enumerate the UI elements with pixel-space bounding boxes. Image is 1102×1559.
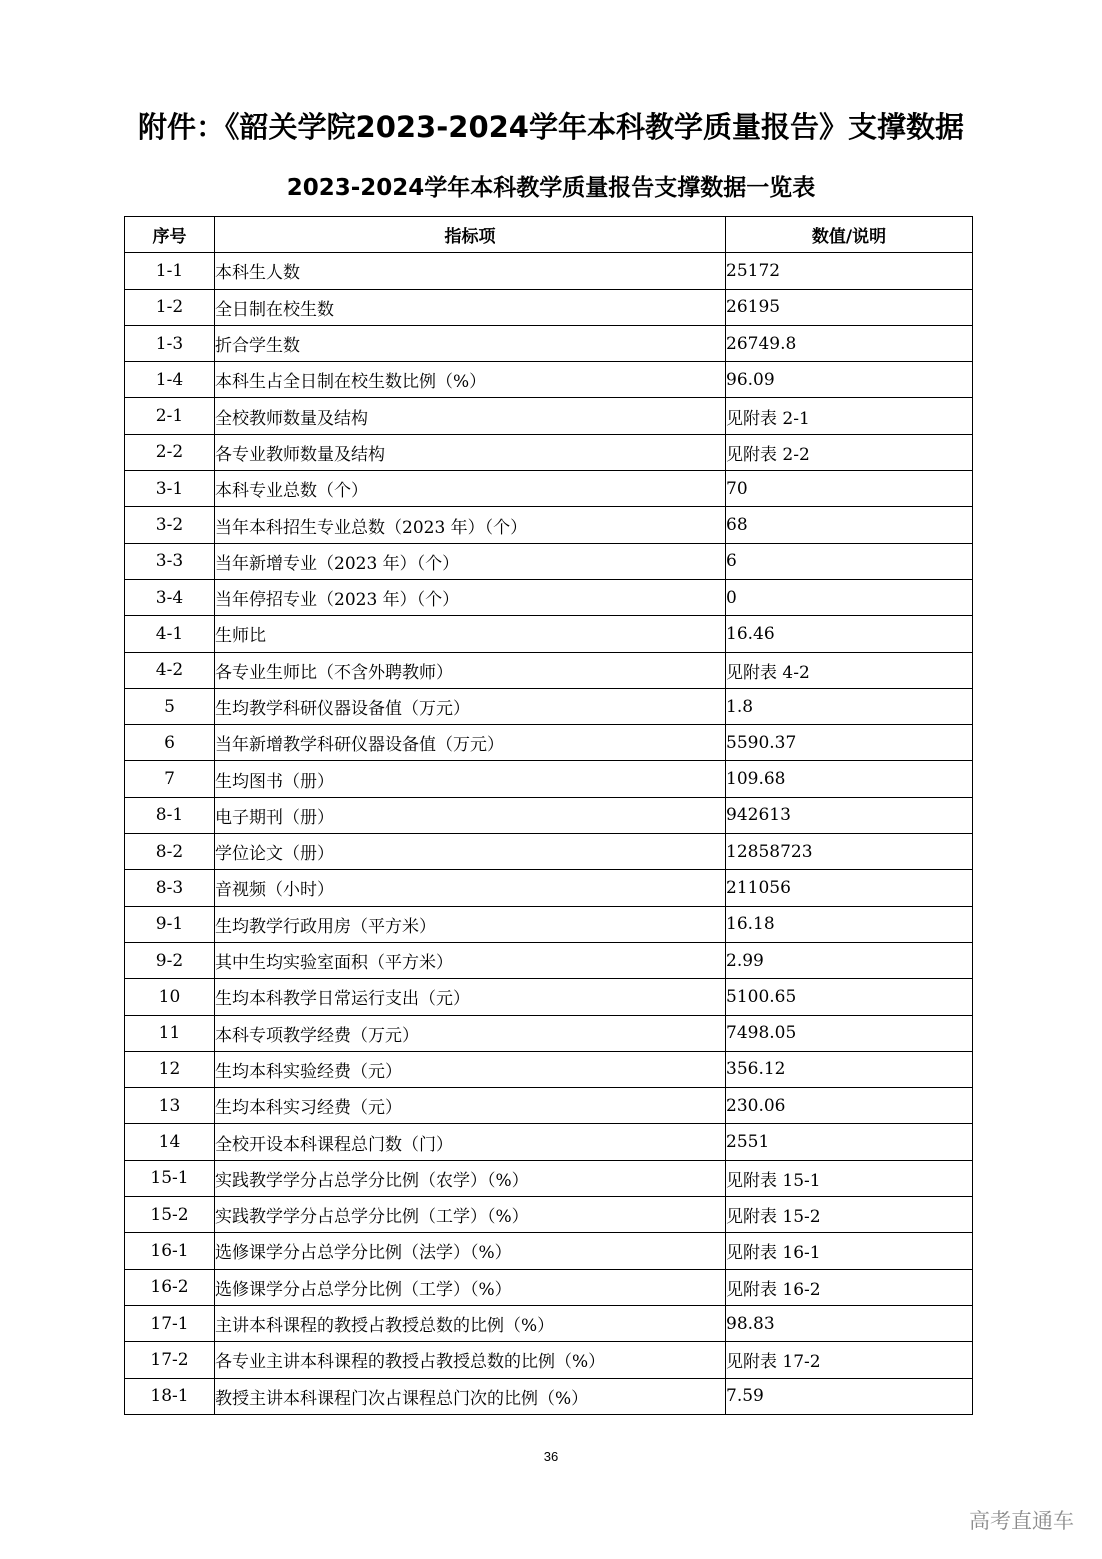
value-cell: 211056 [726,870,973,906]
column-header-value: 数值/说明 [726,217,973,253]
value-cell: 942613 [726,797,973,833]
value-cell: 见附表 17-2 [726,1342,973,1378]
indicator-cell: 实践教学学分占总学分比例（农学）（%） [215,1160,726,1196]
row-number-cell: 2-2 [125,434,215,470]
row-number-cell: 16-1 [125,1233,215,1269]
row-number-cell: 17-1 [125,1305,215,1341]
indicator-cell: 当年本科招生专业总数（2023 年）（个） [215,507,726,543]
table-row [125,471,973,507]
value-cell: 见附表 16-2 [726,1269,973,1305]
value-cell: 见附表 15-1 [726,1160,973,1196]
value-cell: 5100.65 [726,979,973,1015]
value-cell: 7.59 [726,1378,973,1414]
row-number-cell: 8-3 [125,870,215,906]
column-header-indicator: 指标项 [215,217,726,253]
value-cell: 1.8 [726,688,973,724]
row-number-cell: 3-3 [125,543,215,579]
table-row [125,725,973,761]
indicator-cell: 生均教学行政用房（平方米） [215,906,726,942]
page-number: 36 [543,1449,559,1464]
value-cell: 见附表 2-2 [726,434,973,470]
row-number-cell: 9-1 [125,906,215,942]
value-cell: 见附表 2-1 [726,398,973,434]
table-row [125,507,973,543]
row-number-cell: 3-2 [125,507,215,543]
indicator-cell: 生均本科实习经费（元） [215,1088,726,1124]
table-row [125,362,973,398]
indicator-cell: 生均本科教学日常运行支出（元） [215,979,726,1015]
row-number-cell: 6 [125,725,215,761]
row-number-cell: 4-1 [125,616,215,652]
indicator-cell: 本科生占全日制在校生数比例（%） [215,362,726,398]
value-cell: 0 [726,579,973,615]
row-number-cell: 1-1 [125,253,215,289]
table-row [125,834,973,870]
value-cell: 见附表 15-2 [726,1197,973,1233]
table-row [125,1305,973,1341]
watermark: 高考直通车 [969,1509,1074,1533]
value-cell: 见附表 4-2 [726,652,973,688]
indicator-cell: 全校教师数量及结构 [215,398,726,434]
value-cell: 16.18 [726,906,973,942]
indicator-cell: 全日制在校生数 [215,289,726,325]
indicator-cell: 当年新增专业（2023 年）（个） [215,543,726,579]
value-cell: 见附表 16-1 [726,1233,973,1269]
table-row [125,942,973,978]
table-header-row [125,217,973,253]
value-cell: 96.09 [726,362,973,398]
row-number-cell: 13 [125,1088,215,1124]
row-number-cell: 12 [125,1051,215,1087]
table-row [125,906,973,942]
row-number-cell: 15-1 [125,1160,215,1196]
value-cell: 68 [726,507,973,543]
table-row [125,1233,973,1269]
indicator-cell: 音视频（小时） [215,870,726,906]
row-number-cell: 8-1 [125,797,215,833]
indicator-cell: 学位论文（册） [215,834,726,870]
value-cell: 356.12 [726,1051,973,1087]
indicator-cell: 生均图书（册） [215,761,726,797]
table-row [125,1160,973,1196]
indicator-cell: 当年新增教学科研仪器设备值（万元） [215,725,726,761]
row-number-cell: 1-2 [125,289,215,325]
table-row [125,289,973,325]
column-header-no: 序号 [125,217,215,253]
value-cell: 5590.37 [726,725,973,761]
indicator-cell: 实践教学学分占总学分比例（工学）（%） [215,1197,726,1233]
table-row [125,797,973,833]
table-row [125,325,973,361]
table-row [125,1015,973,1051]
indicator-cell: 本科生人数 [215,253,726,289]
table-row [125,761,973,797]
table-row [125,1088,973,1124]
table-row [125,616,973,652]
indicator-cell: 折合学生数 [215,325,726,361]
indicator-cell: 其中生均实验室面积（平方米） [215,942,726,978]
value-cell: 98.83 [726,1305,973,1341]
value-cell: 12858723 [726,834,973,870]
indicator-cell: 本科专业总数（个） [215,471,726,507]
value-cell: 109.68 [726,761,973,797]
value-cell: 25172 [726,253,973,289]
table-row [125,979,973,1015]
table-row [125,434,973,470]
row-number-cell: 14 [125,1124,215,1160]
indicator-cell: 选修课学分占总学分比例（工学）（%） [215,1269,726,1305]
row-number-cell: 2-1 [125,398,215,434]
table-row [125,1342,973,1378]
row-number-cell: 11 [125,1015,215,1051]
table-row [125,1269,973,1305]
row-number-cell: 15-2 [125,1197,215,1233]
value-cell: 2.99 [726,942,973,978]
row-number-cell: 3-1 [125,471,215,507]
indicator-cell: 电子期刊（册） [215,797,726,833]
row-number-cell: 17-2 [125,1342,215,1378]
table-row [125,1197,973,1233]
row-number-cell: 8-2 [125,834,215,870]
table-body [125,253,973,1415]
indicator-cell: 生均本科实验经费（元） [215,1051,726,1087]
value-cell: 2551 [726,1124,973,1160]
row-number-cell: 9-2 [125,942,215,978]
indicator-cell: 生师比 [215,616,726,652]
row-number-cell: 5 [125,688,215,724]
document-title: 附件：《韶关学院2023-2024学年本科教学质量报告》支撑数据 [138,110,964,144]
data-table [124,216,973,1415]
indicator-cell: 各专业主讲本科课程的教授占教授总数的比例（%） [215,1342,726,1378]
table-row [125,652,973,688]
table-row [125,543,973,579]
row-number-cell: 7 [125,761,215,797]
table-row [125,1378,973,1414]
table-title: 2023-2024学年本科教学质量报告支撑数据一览表 [286,175,816,201]
value-cell: 26195 [726,289,973,325]
value-cell: 230.06 [726,1088,973,1124]
row-number-cell: 3-4 [125,579,215,615]
value-cell: 16.46 [726,616,973,652]
indicator-cell: 各专业教师数量及结构 [215,434,726,470]
table-row [125,870,973,906]
indicator-cell: 各专业生师比（不含外聘教师） [215,652,726,688]
indicator-cell: 主讲本科课程的教授占教授总数的比例（%） [215,1305,726,1341]
table-row [125,688,973,724]
indicator-cell: 当年停招专业（2023 年）（个） [215,579,726,615]
row-number-cell: 4-2 [125,652,215,688]
table-row [125,1051,973,1087]
table-row [125,398,973,434]
value-cell: 6 [726,543,973,579]
table-row [125,579,973,615]
value-cell: 7498.05 [726,1015,973,1051]
table-row [125,253,973,289]
row-number-cell: 1-4 [125,362,215,398]
indicator-cell: 教授主讲本科课程门次占课程总门次的比例（%） [215,1378,726,1414]
table-row [125,1124,973,1160]
row-number-cell: 10 [125,979,215,1015]
indicator-cell: 生均教学科研仪器设备值（万元） [215,688,726,724]
row-number-cell: 1-3 [125,325,215,361]
value-cell: 70 [726,471,973,507]
row-number-cell: 16-2 [125,1269,215,1305]
indicator-cell: 全校开设本科课程总门数（门） [215,1124,726,1160]
indicator-cell: 选修课学分占总学分比例（法学）（%） [215,1233,726,1269]
value-cell: 26749.8 [726,325,973,361]
row-number-cell: 18-1 [125,1378,215,1414]
indicator-cell: 本科专项教学经费（万元） [215,1015,726,1051]
